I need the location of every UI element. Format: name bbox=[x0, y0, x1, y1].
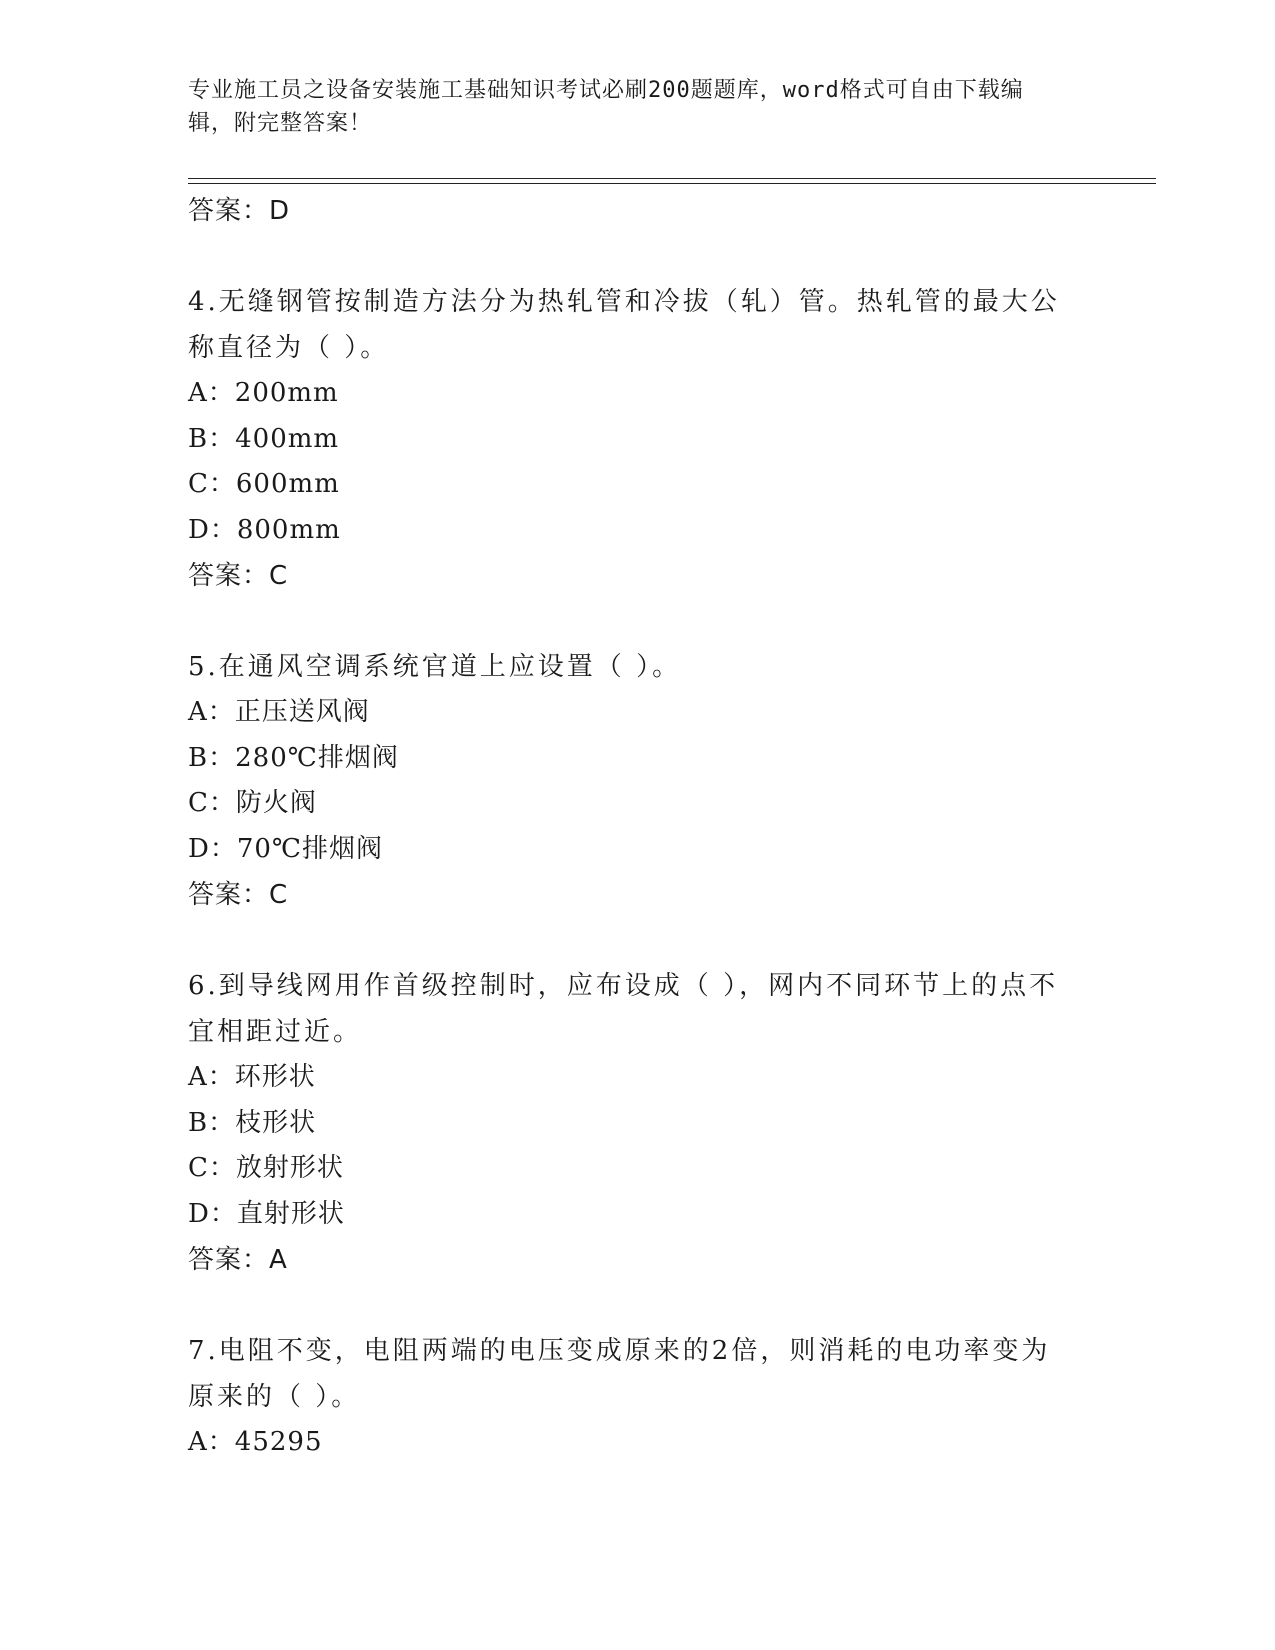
spacer bbox=[188, 599, 1088, 644]
answer-line: 答案：A bbox=[188, 1245, 288, 1275]
answer-line: 答案：D bbox=[188, 196, 291, 226]
question-stem: 7.电阻不变，电阻两端的电压变成原来的2倍，则消耗的电功率变为原来的（ ）。 bbox=[188, 1336, 1051, 1412]
spacer bbox=[188, 918, 1088, 963]
option-d: D：直射形状 bbox=[188, 1198, 345, 1229]
question-5 bbox=[188, 644, 1088, 918]
option-a: A：200mm bbox=[188, 378, 339, 408]
option-a: A：正压送风阀 bbox=[188, 697, 370, 727]
question-stem: 4.无缝钢管按制造方法分为热轧管和冷拔（轧）管。热轧管的最大公称直径为（ ）。 bbox=[188, 287, 1060, 363]
option-b: B：枝形状 bbox=[188, 1107, 317, 1138]
question-stem: 6.到导线网用作首级控制时，应布设成（ ），网内不同环节上的点不宜相距过近。 bbox=[188, 971, 1059, 1047]
option-d: D：70℃排烟阀 bbox=[188, 833, 384, 864]
option-a: A：环形状 bbox=[188, 1062, 316, 1092]
question-4 bbox=[188, 279, 1088, 599]
option-c: C：600mm bbox=[188, 469, 340, 499]
question-6 bbox=[188, 963, 1088, 1283]
spacer bbox=[188, 234, 1088, 279]
option-d: D：800mm bbox=[188, 514, 341, 545]
spacer bbox=[188, 1283, 1088, 1328]
option-c: C：放射形状 bbox=[188, 1153, 344, 1183]
question-7 bbox=[188, 1328, 1088, 1466]
option-c: C：防火阀 bbox=[188, 788, 317, 818]
question-stem: 5.在通风空调系统官道上应设置（ ）。 bbox=[188, 652, 682, 682]
document-body bbox=[188, 188, 1088, 1466]
option-b: B：280℃排烟阀 bbox=[188, 742, 399, 773]
answer-line: 答案：C bbox=[188, 880, 289, 910]
header-rule-top bbox=[188, 178, 1156, 179]
answer-line: 答案：C bbox=[188, 561, 289, 591]
header-rule-bottom bbox=[188, 183, 1156, 184]
option-b: B：400mm bbox=[188, 423, 340, 454]
document-header: 专业施工员之设备安装施工基础知识考试必刷200题题库，word格式可自由下载编辑，附完整答案！ bbox=[188, 78, 1024, 136]
option-a: A：45295 bbox=[188, 1427, 323, 1457]
